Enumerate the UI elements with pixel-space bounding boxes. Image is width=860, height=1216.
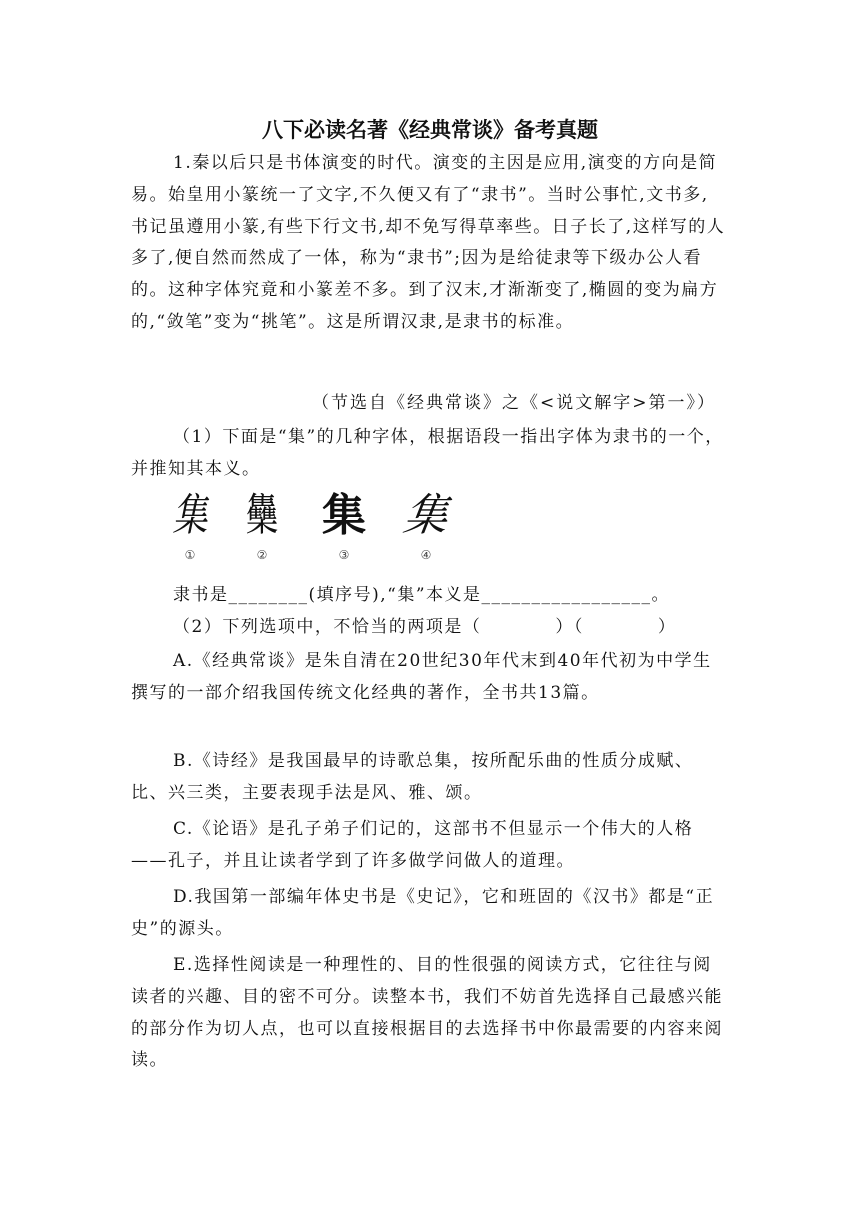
option-a: A.《经典常谈》是朱自清在20世纪30年代末到40年代初为中学生撰写的一部介绍我国传统文化经典的著作，全书共13篇。 xyxy=(131,651,712,703)
glyph-4 xyxy=(396,488,456,562)
glyph-1-char: 集 xyxy=(172,490,208,541)
passage-text: 1.秦以后只是书体演变的时代。演变的主因是应用,演变的方向是简易。始皇用小篆统一了文字,不久便又有了“隶书”。当时公事忙,文书多,书记虽遵用小篆,有些下行文书,却不免写得草率些。日子长了,这样写的人多了,便自然而然成了一体，称为“隶书”;因为是给徒隶等下级办公人看的。这种字体究竟和小篆差不多。到了汉末,才渐渐变了,椭圆的变为扁方的,“敛笔”变为“挑笔”。这是所谓汉隶,是隶书的标准。 xyxy=(131,153,726,332)
glyph-4-number: ④ xyxy=(420,548,432,562)
glyph-1-number: ① xyxy=(184,548,196,562)
glyph-2 xyxy=(232,488,292,562)
option-c: C.《论语》是孔子弟子们记的，这部书不但显示一个伟大的人格——孔子，并且让读者学到了许多做学问做人的道理。 xyxy=(131,819,694,871)
option-e: E.选择性阅读是一种理性的、目的性很强的阅读方式，它往往与阅读者的兴趣、目的密不可分。读整本书，我们不妨首先选择自己最感兴能的部分作为切人点，也可以直接根据目的去选择书中你最需要的内容来阅读。 xyxy=(131,955,723,1071)
glyph-4-char: 集 xyxy=(400,490,452,541)
option-d: D.我国第一部编年体史书是《史记》，它和班固的《汉书》都是“正史”的源头。 xyxy=(131,887,715,939)
passage-source: （节选自《经典常谈》之《<说文解字>第一》） xyxy=(312,393,716,413)
option-b: B.《诗经》是我国最早的诗歌总集，按所配乐曲的性质分成赋、比、兴三类，主要表现手法是风、雅、颂。 xyxy=(131,751,694,803)
page-title: 八下必读名著《经典常谈》备考真题 xyxy=(262,118,598,142)
question-2-prompt: （2）下列选项中，不恰当的两项是（ ）（ ） xyxy=(173,617,677,637)
glyph-figure xyxy=(160,488,460,572)
glyph-3-char: 集 xyxy=(322,490,366,541)
glyph-2-number: ② xyxy=(256,548,268,562)
glyph-3-number: ③ xyxy=(338,548,350,562)
question-1-answer-line: 隶书是________(填序号),“集”本义是_________________。 xyxy=(173,585,671,605)
question-1-prompt: （1）下面是“集”的几种字体，根据语段一指出字体为隶书的一个，并推知其本义。 xyxy=(131,427,724,479)
glyph-2-char: 雧 xyxy=(245,490,279,541)
glyph-1 xyxy=(160,488,220,562)
glyph-3 xyxy=(314,488,374,562)
